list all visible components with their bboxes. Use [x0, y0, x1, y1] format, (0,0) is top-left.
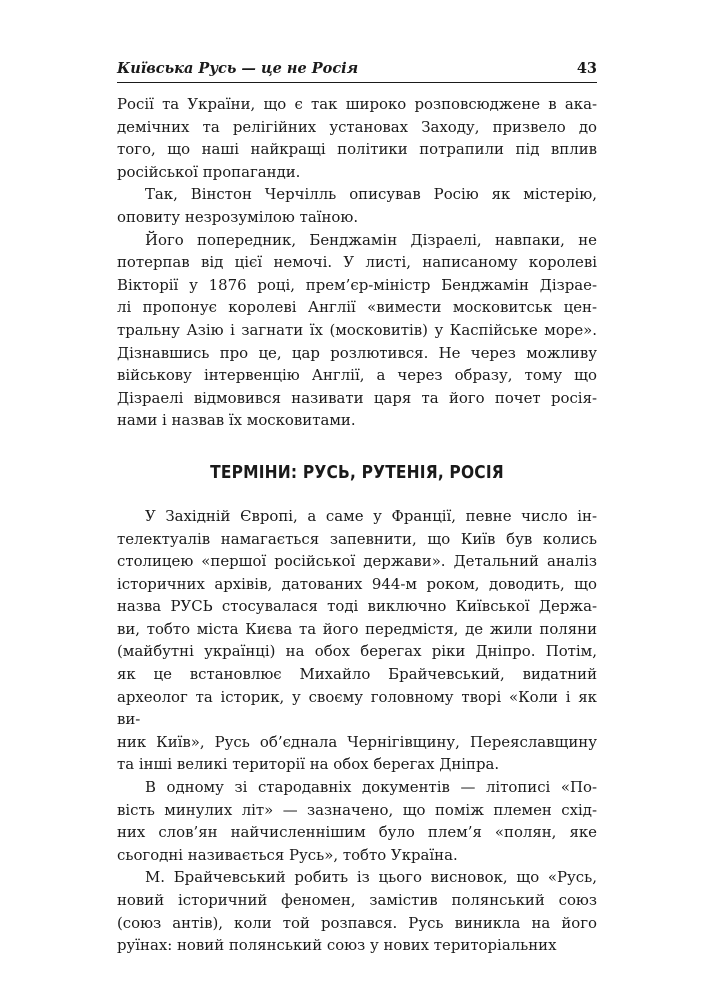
- text-line: історичних архівів, датованих 944-м роком, доводить, що: [117, 574, 597, 593]
- text-line: та інші великі території на обох берегах Дніпра.: [117, 755, 500, 774]
- text-line: руїнах: новий полянський союз у нових територіальних: [117, 936, 557, 955]
- text-line: Вікторії у 1876 році, прем’єр-міністр Бенджамін Дізрае-: [117, 275, 597, 294]
- text-line: У Західній Європі, а саме у Франції, певне число ін-: [145, 506, 597, 525]
- text-line: тральну Азію і загнати їх (московитів) у Каспійське море».: [117, 320, 597, 339]
- text-line: нами і назвав їх московитами.: [117, 411, 356, 430]
- text-line: ви, тобто міста Києва та його передмістя, де жили поляни: [117, 619, 597, 638]
- paragraph: [117, 93, 597, 183]
- text-line: новий історичний феномен, замістив полянський союз: [117, 891, 597, 909]
- text-line: вість минулих літ» — зазначено, що поміж племен схід-: [117, 800, 597, 819]
- text-line: (союз антів), коли той розпався. Русь виникла на його: [117, 913, 597, 932]
- body-text-after-heading: [117, 505, 597, 957]
- text-line: М. Брайчевський робить із цього висновок, що «Русь,: [145, 868, 597, 887]
- text-line: як це встановлює Михайло Брайчевський, видатний: [117, 665, 597, 684]
- paragraph: [117, 866, 597, 956]
- running-head: [117, 58, 597, 83]
- text-line: (майбутні українці) на обох берегах ріки Дніпро. Потім,: [117, 642, 597, 661]
- text-line: телектуалів намагається запевнити, що Київ був колись: [117, 529, 597, 548]
- paragraph: [117, 776, 597, 866]
- text-line: лі пропонує королеві Англії «вимести московитськ цен-: [117, 298, 597, 317]
- text-line: Так, Вінстон Черчілль описував Росію як містерію,: [145, 185, 597, 204]
- book-page: [117, 58, 597, 957]
- text-line: потерпав від цієї немочі. У листі, написаному королеві: [117, 253, 597, 272]
- text-line: демічних та релігійних установах Заходу, призвело до: [117, 117, 597, 136]
- running-head-title: Київська Русь — це не Росія: [117, 60, 359, 77]
- text-line: Росії та України, що є так широко розповсюджене в ака-: [117, 95, 597, 113]
- section-heading: ТЕРМІНИ: РУСЬ, РУТЕНІЯ, РОСІЯ: [210, 461, 504, 483]
- body-text-before-heading: [117, 93, 597, 432]
- text-line: російської пропаганди.: [117, 162, 301, 181]
- text-line: столицею «першої російської держави». Детальний аналіз: [117, 552, 597, 571]
- text-line: того, що наші найкращі політики потрапили під вплив: [117, 140, 597, 159]
- paragraph: [117, 505, 597, 776]
- paragraph: [117, 229, 597, 432]
- text-line: Його попередник, Бенджамін Дізраелі, навпаки, не: [145, 230, 597, 249]
- text-line: назва РУСЬ стосувалася тоді виключно Київської Держа-: [117, 597, 597, 616]
- text-line: них слов’ян найчисленнішим було плем’я «полян, яке: [117, 823, 597, 842]
- page-number: 43: [576, 60, 597, 77]
- text-line: Дізраелі відмовився називати царя та його почет росія-: [117, 388, 597, 407]
- text-line: В одному зі стародавніх документів — літописі «По-: [145, 778, 597, 797]
- paragraph: [117, 183, 597, 228]
- text-line: ник Київ», Русь об’єднала Чернігівщину, Переяславщину: [117, 732, 597, 751]
- text-line: сьогодні називається Русь», тобто Україна.: [117, 845, 458, 864]
- text-line: оповиту незрозумілою таїною.: [117, 207, 359, 226]
- text-line: військову інтервенцію Англії, а через образу, тому що: [117, 366, 597, 385]
- text-line: археолог та історик, у своєму головному творі «Коли і як ви-: [117, 687, 597, 729]
- text-line: Дізнавшись про це, цар розлютився. Не через можливу: [117, 343, 597, 362]
